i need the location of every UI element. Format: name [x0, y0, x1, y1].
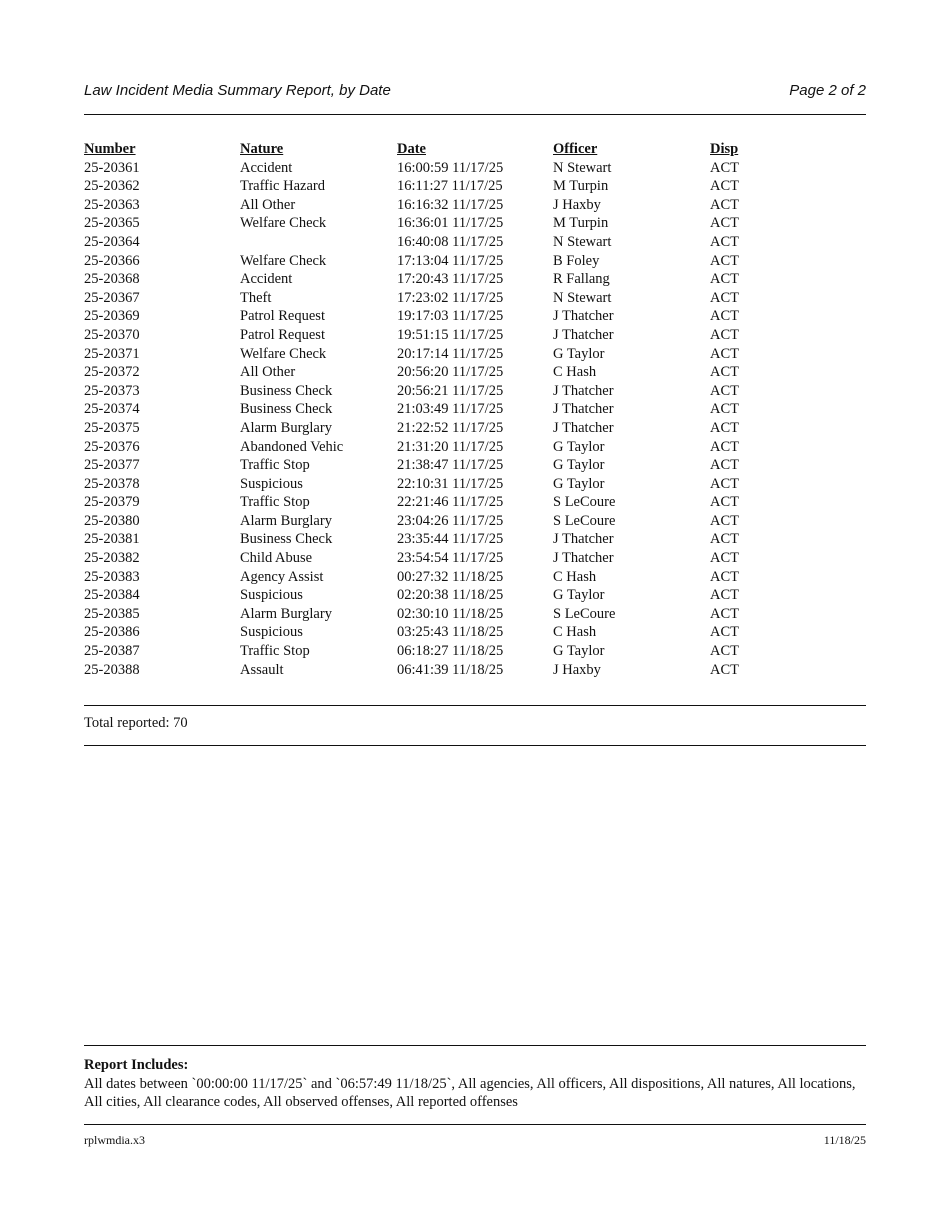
incident-disp: ACT — [710, 382, 739, 399]
table-row — [84, 605, 866, 624]
incident-nature: Accident — [240, 159, 293, 176]
incident-disp: ACT — [710, 438, 739, 455]
incident-nature: Agency Assist — [240, 568, 324, 585]
incident-nature: Accident — [240, 271, 293, 288]
table-row — [84, 456, 866, 475]
incident-number: 25-20376 — [84, 438, 140, 455]
incident-number: 25-20374 — [84, 401, 140, 418]
incident-number: 25-20388 — [84, 661, 140, 678]
incident-officer: G Taylor — [553, 587, 605, 604]
incident-nature: All Other — [240, 196, 296, 213]
report-code: rplwmdia.x3 — [84, 1133, 145, 1147]
incident-date: 16:00:59 11/17/25 — [397, 159, 504, 176]
incident-date: 00:27:32 11/18/25 — [397, 568, 504, 585]
incident-officer: C Hash — [553, 568, 597, 585]
incident-officer: N Stewart — [553, 233, 612, 250]
incident-disp: ACT — [710, 643, 739, 660]
incident-nature: Business Check — [240, 382, 333, 399]
table-row — [84, 363, 866, 382]
incident-officer: N Stewart — [553, 159, 612, 176]
incident-table — [84, 140, 866, 679]
table-row — [84, 159, 866, 178]
incident-nature: Business Check — [240, 531, 333, 548]
table-row — [84, 214, 866, 233]
incident-disp: ACT — [710, 661, 739, 678]
incident-nature: Theft — [240, 289, 272, 306]
incident-disp: ACT — [710, 512, 739, 529]
incident-officer: J Thatcher — [553, 419, 614, 436]
table-row — [84, 270, 866, 289]
incident-number: 25-20361 — [84, 159, 140, 176]
incident-disp: ACT — [710, 419, 739, 436]
incident-officer: N Stewart — [553, 289, 612, 306]
incident-officer: G Taylor — [553, 345, 605, 362]
incident-number: 25-20367 — [84, 289, 140, 306]
incident-date: 16:11:27 11/17/25 — [397, 178, 503, 195]
incident-disp: ACT — [710, 587, 739, 604]
incident-number: 25-20366 — [84, 252, 140, 269]
incident-number: 25-20387 — [84, 643, 140, 660]
incident-date: 22:21:46 11/17/25 — [397, 494, 504, 511]
incident-nature: Alarm Burglary — [240, 419, 332, 436]
incident-officer: M Turpin — [553, 178, 609, 195]
incident-date: 23:35:44 11/17/25 — [397, 531, 504, 548]
incident-date: 21:38:47 11/17/25 — [397, 457, 504, 474]
incident-officer: J Thatcher — [553, 382, 614, 399]
table-row — [84, 530, 866, 549]
incident-number: 25-20384 — [84, 587, 140, 604]
incident-nature: Welfare Check — [240, 252, 327, 269]
incident-number: 25-20365 — [84, 215, 140, 232]
incident-officer: R Fallang — [553, 271, 610, 288]
incident-nature: Welfare Check — [240, 345, 327, 362]
incident-nature: Assault — [240, 661, 284, 678]
table-row — [84, 438, 866, 457]
incident-nature: Patrol Request — [240, 326, 325, 343]
incident-date: 06:18:27 11/18/25 — [397, 643, 504, 660]
table-row — [84, 345, 866, 364]
incident-disp: ACT — [710, 289, 739, 306]
table-row — [84, 289, 866, 308]
table-row — [84, 475, 866, 494]
table-row — [84, 623, 866, 642]
incident-nature: Traffic Stop — [240, 643, 310, 660]
incident-number: 25-20372 — [84, 364, 140, 381]
incident-disp: ACT — [710, 624, 739, 641]
incident-number: 25-20368 — [84, 271, 140, 288]
incident-number: 25-20377 — [84, 457, 140, 474]
incident-number: 25-20369 — [84, 308, 140, 325]
incident-nature: Business Check — [240, 401, 333, 418]
table-row — [84, 642, 866, 661]
incident-officer: J Thatcher — [553, 326, 614, 343]
incident-nature: All Other — [240, 364, 296, 381]
incident-disp: ACT — [710, 271, 739, 288]
incident-date: 21:22:52 11/17/25 — [397, 419, 504, 436]
incident-date: 16:16:32 11/17/25 — [397, 196, 504, 213]
report-includes-title: Report Includes: — [84, 1057, 189, 1073]
incident-officer: C Hash — [553, 624, 597, 641]
incident-date: 17:20:43 11/17/25 — [397, 271, 504, 288]
incident-officer: S LeCoure — [553, 512, 616, 529]
incident-disp: ACT — [710, 568, 739, 585]
report-title: Law Incident Media Summary Report, by Date — [84, 82, 391, 99]
incident-number: 25-20383 — [84, 568, 140, 585]
table-row — [84, 307, 866, 326]
column-header-nature: Nature — [240, 141, 284, 157]
incident-officer: J Thatcher — [553, 401, 614, 418]
incident-nature: Traffic Stop — [240, 494, 310, 511]
total-reported: Total reported: 70 — [84, 715, 188, 731]
incident-disp: ACT — [710, 178, 739, 195]
table-row — [84, 419, 866, 438]
table-row — [84, 177, 866, 196]
incident-date: 23:54:54 11/17/25 — [397, 550, 504, 567]
incident-date: 02:20:38 11/18/25 — [397, 587, 504, 604]
incident-date: 20:17:14 11/17/25 — [397, 345, 504, 362]
incident-disp: ACT — [710, 531, 739, 548]
incident-number: 25-20386 — [84, 624, 140, 641]
incident-disp: ACT — [710, 308, 739, 325]
incident-date: 21:03:49 11/17/25 — [397, 401, 504, 418]
incident-disp: ACT — [710, 364, 739, 381]
incident-officer: G Taylor — [553, 457, 605, 474]
includes-divider — [84, 1045, 866, 1046]
table-row — [84, 382, 866, 401]
column-header-officer: Officer — [553, 141, 598, 157]
column-header-date: Date — [397, 141, 426, 157]
incident-officer: J Haxby — [553, 661, 601, 678]
incident-date: 17:13:04 11/17/25 — [397, 252, 504, 269]
footer-divider — [84, 1124, 866, 1125]
incident-disp: ACT — [710, 196, 739, 213]
incident-date: 02:30:10 11/18/25 — [397, 605, 504, 622]
incident-nature: Child Abuse — [240, 550, 313, 567]
page-header — [84, 82, 866, 102]
incident-disp: ACT — [710, 233, 739, 250]
incident-number: 25-20375 — [84, 419, 140, 436]
incident-nature: Suspicious — [240, 587, 303, 604]
header-divider — [84, 114, 866, 115]
table-row — [84, 196, 866, 215]
incident-disp: ACT — [710, 494, 739, 511]
incident-nature: Alarm Burglary — [240, 605, 332, 622]
table-row — [84, 568, 866, 587]
incident-disp: ACT — [710, 345, 739, 362]
total-divider — [84, 745, 866, 746]
column-header-disp: Disp — [710, 141, 739, 157]
incident-nature: Suspicious — [240, 624, 303, 641]
incident-number: 25-20382 — [84, 550, 140, 567]
incident-number: 25-20379 — [84, 494, 140, 511]
table-row — [84, 661, 866, 680]
incident-date: 16:40:08 11/17/25 — [397, 233, 504, 250]
column-header-number: Number — [84, 141, 136, 157]
incident-number: 25-20380 — [84, 512, 140, 529]
incident-nature: Suspicious — [240, 475, 303, 492]
incident-officer: S LeCoure — [553, 494, 616, 511]
table-row — [84, 493, 866, 512]
page-number: Page 2 of 2 — [789, 82, 866, 99]
incident-date: 19:17:03 11/17/25 — [397, 308, 504, 325]
incident-date: 03:25:43 11/18/25 — [397, 624, 504, 641]
incident-officer: J Thatcher — [553, 308, 614, 325]
incident-date: 16:36:01 11/17/25 — [397, 215, 504, 232]
incident-number: 25-20364 — [84, 233, 140, 250]
incident-date: 06:41:39 11/18/25 — [397, 661, 504, 678]
report-includes-text: All dates between `00:00:00 11/17/25` and `06:57:49 11/18/25`, All agencies, All officers, All dispositions, All natures, All locations, All cities, All clearance codes, All observed offenses, All reported offenses — [84, 1075, 856, 1110]
incident-disp: ACT — [710, 550, 739, 567]
report-includes — [84, 1056, 866, 1112]
incident-number: 25-20381 — [84, 531, 140, 548]
incident-number: 25-20373 — [84, 382, 140, 399]
incident-nature: Patrol Request — [240, 308, 325, 325]
incident-nature: Traffic Stop — [240, 457, 310, 474]
incident-number: 25-20363 — [84, 196, 140, 213]
incident-number: 25-20385 — [84, 605, 140, 622]
table-row — [84, 233, 866, 252]
incident-nature: Abandoned Vehic — [240, 438, 344, 455]
incident-number: 25-20378 — [84, 475, 140, 492]
incident-number: 25-20370 — [84, 326, 140, 343]
print-date: 11/18/25 — [823, 1133, 866, 1147]
incident-date: 23:04:26 11/17/25 — [397, 512, 504, 529]
table-row — [84, 586, 866, 605]
incident-date: 17:23:02 11/17/25 — [397, 289, 504, 306]
incident-disp: ACT — [710, 605, 739, 622]
incident-disp: ACT — [710, 475, 739, 492]
table-row — [84, 400, 866, 419]
incident-officer: M Turpin — [553, 215, 609, 232]
incident-officer: J Thatcher — [553, 531, 614, 548]
incident-officer: B Foley — [553, 252, 600, 269]
table-row — [84, 326, 866, 345]
incident-officer: G Taylor — [553, 643, 605, 660]
incident-nature: Traffic Hazard — [240, 178, 325, 195]
incident-officer: G Taylor — [553, 475, 605, 492]
incident-disp: ACT — [710, 326, 739, 343]
incident-officer: J Thatcher — [553, 550, 614, 567]
incident-number: 25-20371 — [84, 345, 140, 362]
table-row — [84, 512, 866, 531]
incident-date: 19:51:15 11/17/25 — [397, 326, 504, 343]
incident-disp: ACT — [710, 159, 739, 176]
incident-disp: ACT — [710, 457, 739, 474]
incident-officer: S LeCoure — [553, 605, 616, 622]
incident-officer: C Hash — [553, 364, 597, 381]
incident-officer: G Taylor — [553, 438, 605, 455]
incident-date: 21:31:20 11/17/25 — [397, 438, 504, 455]
incident-number: 25-20362 — [84, 178, 140, 195]
table-row — [84, 549, 866, 568]
incident-nature: Welfare Check — [240, 215, 327, 232]
incident-date: 20:56:20 11/17/25 — [397, 364, 504, 381]
incident-date: 20:56:21 11/17/25 — [397, 382, 504, 399]
incident-disp: ACT — [710, 401, 739, 418]
table-header-row — [84, 140, 866, 159]
table-row — [84, 252, 866, 271]
table-body — [84, 159, 866, 680]
incident-disp: ACT — [710, 215, 739, 232]
incident-date: 22:10:31 11/17/25 — [397, 475, 504, 492]
table-bottom-divider — [84, 705, 866, 706]
incident-nature: Alarm Burglary — [240, 512, 332, 529]
incident-officer: J Haxby — [553, 196, 601, 213]
incident-disp: ACT — [710, 252, 739, 269]
